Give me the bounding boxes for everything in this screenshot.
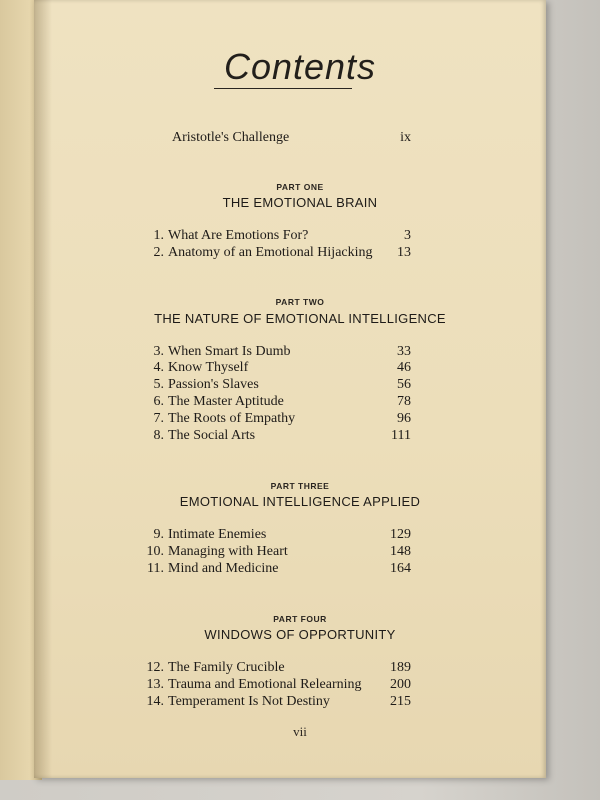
title-underline (214, 88, 352, 89)
entry-page: ix (400, 130, 411, 145)
part-kicker: PART TWO (275, 297, 325, 307)
spine-shadow (34, 0, 52, 778)
entry-number: 7. (153, 411, 164, 426)
entry-label: The Family Crucible (168, 660, 285, 675)
entry-label: Know Thyself (168, 360, 249, 375)
entry-number: 6. (153, 394, 164, 409)
entry-label: Anatomy of an Emotional Hijacking (168, 245, 373, 260)
contents-title: Contents (223, 46, 377, 87)
part-title: WINDOWS OF OPPORTUNITY (204, 627, 396, 642)
entry-label: Trauma and Emotional Relearning (168, 677, 362, 692)
entry-page: 13 (397, 245, 411, 260)
entry-label: The Roots of Empathy (168, 411, 296, 426)
entry-label: What Are Emotions For? (168, 228, 309, 243)
entry-page: 33 (397, 344, 411, 359)
entry-page: 200 (390, 677, 411, 692)
entry-label: Aristotle's Challenge (172, 130, 290, 145)
part-title: EMOTIONAL INTELLIGENCE APPLIED (179, 494, 421, 509)
book-page (34, 0, 546, 778)
entry-number: 9. (153, 527, 164, 542)
entry-number: 11. (147, 561, 164, 576)
entry-label: Temperament Is Not Destiny (168, 694, 330, 709)
part-kicker: PART FOUR (273, 614, 327, 624)
entry-label: When Smart Is Dumb (168, 344, 291, 359)
entry-number: 1. (153, 228, 164, 243)
part-kicker: PART THREE (270, 481, 330, 491)
entry-label: Managing with Heart (168, 544, 288, 559)
part-kicker: PART ONE (276, 182, 324, 192)
entry-number: 14. (146, 694, 164, 709)
entry-page: 148 (390, 544, 411, 559)
entry-label: The Social Arts (168, 428, 256, 443)
part-title: THE NATURE OF EMOTIONAL INTELLIGENCE (154, 311, 446, 326)
entry-number: 3. (153, 344, 164, 359)
entry-page: 96 (397, 411, 411, 426)
entry-page: 129 (390, 527, 411, 542)
entry-page: 189 (390, 660, 411, 675)
entry-label: Intimate Enemies (168, 527, 267, 542)
part-title: THE EMOTIONAL BRAIN (222, 195, 378, 210)
entry-label: Passion's Slaves (168, 377, 259, 392)
entry-label: The Master Aptitude (168, 394, 284, 409)
entry-page: 111 (391, 428, 411, 443)
entry-page: 164 (390, 561, 411, 576)
entry-number: 10. (146, 544, 164, 559)
entry-number: 12. (146, 660, 164, 675)
entry-number: 5. (153, 377, 164, 392)
entry-page: 3 (404, 228, 411, 243)
entry-number: 13. (146, 677, 164, 692)
entry-number: 8. (153, 428, 164, 443)
entry-page: 215 (390, 694, 411, 709)
entry-page: 56 (397, 377, 411, 392)
entry-number: 2. (153, 245, 164, 260)
entry-page: 46 (397, 360, 411, 375)
page-folio: vii (293, 724, 307, 739)
entry-page: 78 (397, 394, 411, 409)
entry-number: 4. (153, 360, 164, 375)
entry-label: Mind and Medicine (168, 561, 279, 576)
